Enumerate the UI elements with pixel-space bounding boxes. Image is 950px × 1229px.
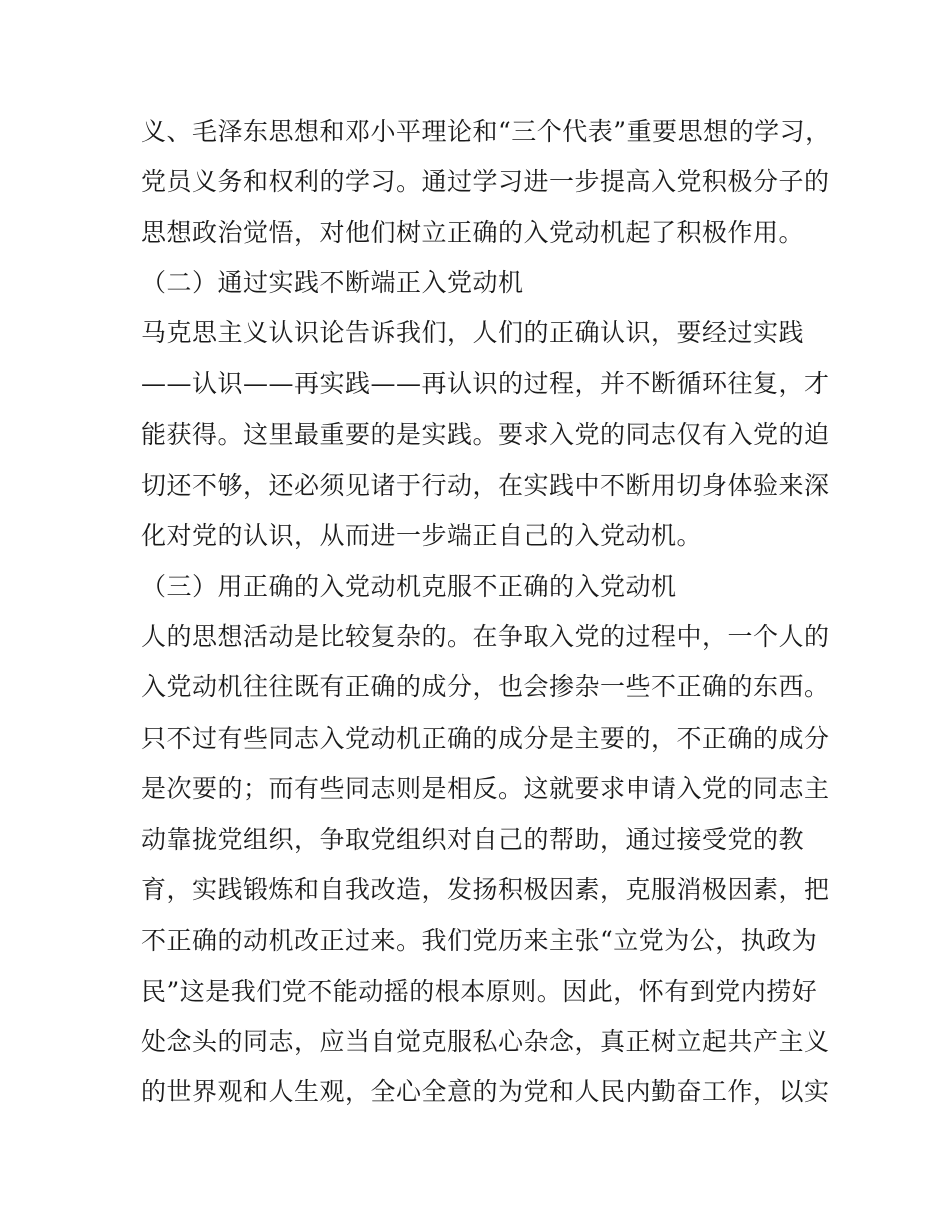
- text-line: 入党动机往往既有正确的成分，也会掺杂一些不正确的东西。: [141, 672, 830, 701]
- text-line: 马克思主义认识论告诉我们，人们的正确认识，要经过实践: [141, 318, 805, 347]
- text-line: 思想政治觉悟，对他们树立正确的入党动机起了积极作用。: [141, 218, 805, 247]
- text-line: 育，实践锻炼和自我改造，发扬积极因素，克服消极因素，把: [141, 875, 830, 904]
- section-heading-3: （三）用正确的入党动机克服不正确的入党动机: [141, 572, 677, 601]
- text-line: ——认识——再实践——再认识的过程，并不断循环往复，才: [141, 369, 830, 398]
- text-line: 民”这是我们党不能动摇的根本原则。因此，怀有到党内捞好: [141, 977, 818, 1006]
- text-line: 人的思想活动是比较复杂的。在争取入党的过程中，一个人的: [141, 622, 830, 651]
- text-line: 是次要的；而有些同志则是相反。这就要求申请入党的同志主: [141, 774, 830, 803]
- text-line: 处念头的同志，应当自觉克服私心杂念，真正树立起共产主义: [141, 1027, 830, 1056]
- text-line: 能获得。这里最重要的是实践。要求入党的同志仅有入党的迫: [141, 420, 830, 449]
- text-line: 动靠拢党组织，争取党组织对自己的帮助，通过接受党的教: [141, 825, 805, 854]
- text-line: 化对党的认识，从而进一步端正自己的入党动机。: [141, 521, 703, 550]
- text-line: 的世界观和人生观，全心全意的为党和人民内勤奋工作，以实: [141, 1077, 830, 1106]
- text-line: 义、毛泽东思想和邓小平理论和“三个代表”重要思想的学习，: [141, 117, 831, 146]
- text-line: 只不过有些同志入党动机正确的成分是主要的，不正确的成分: [141, 724, 830, 753]
- section-heading-2: （二）通过实践不断端正入党动机: [141, 268, 524, 297]
- text-line: 切还不够，还必须见诸于行动，在实践中不断用切身体验来深: [141, 471, 830, 500]
- text-line: 不正确的动机改正过来。我们党历来主张“立党为公，执政为: [141, 926, 818, 955]
- text-line: 党员义务和权利的学习。通过学习进一步提高入党积极分子的: [141, 167, 830, 196]
